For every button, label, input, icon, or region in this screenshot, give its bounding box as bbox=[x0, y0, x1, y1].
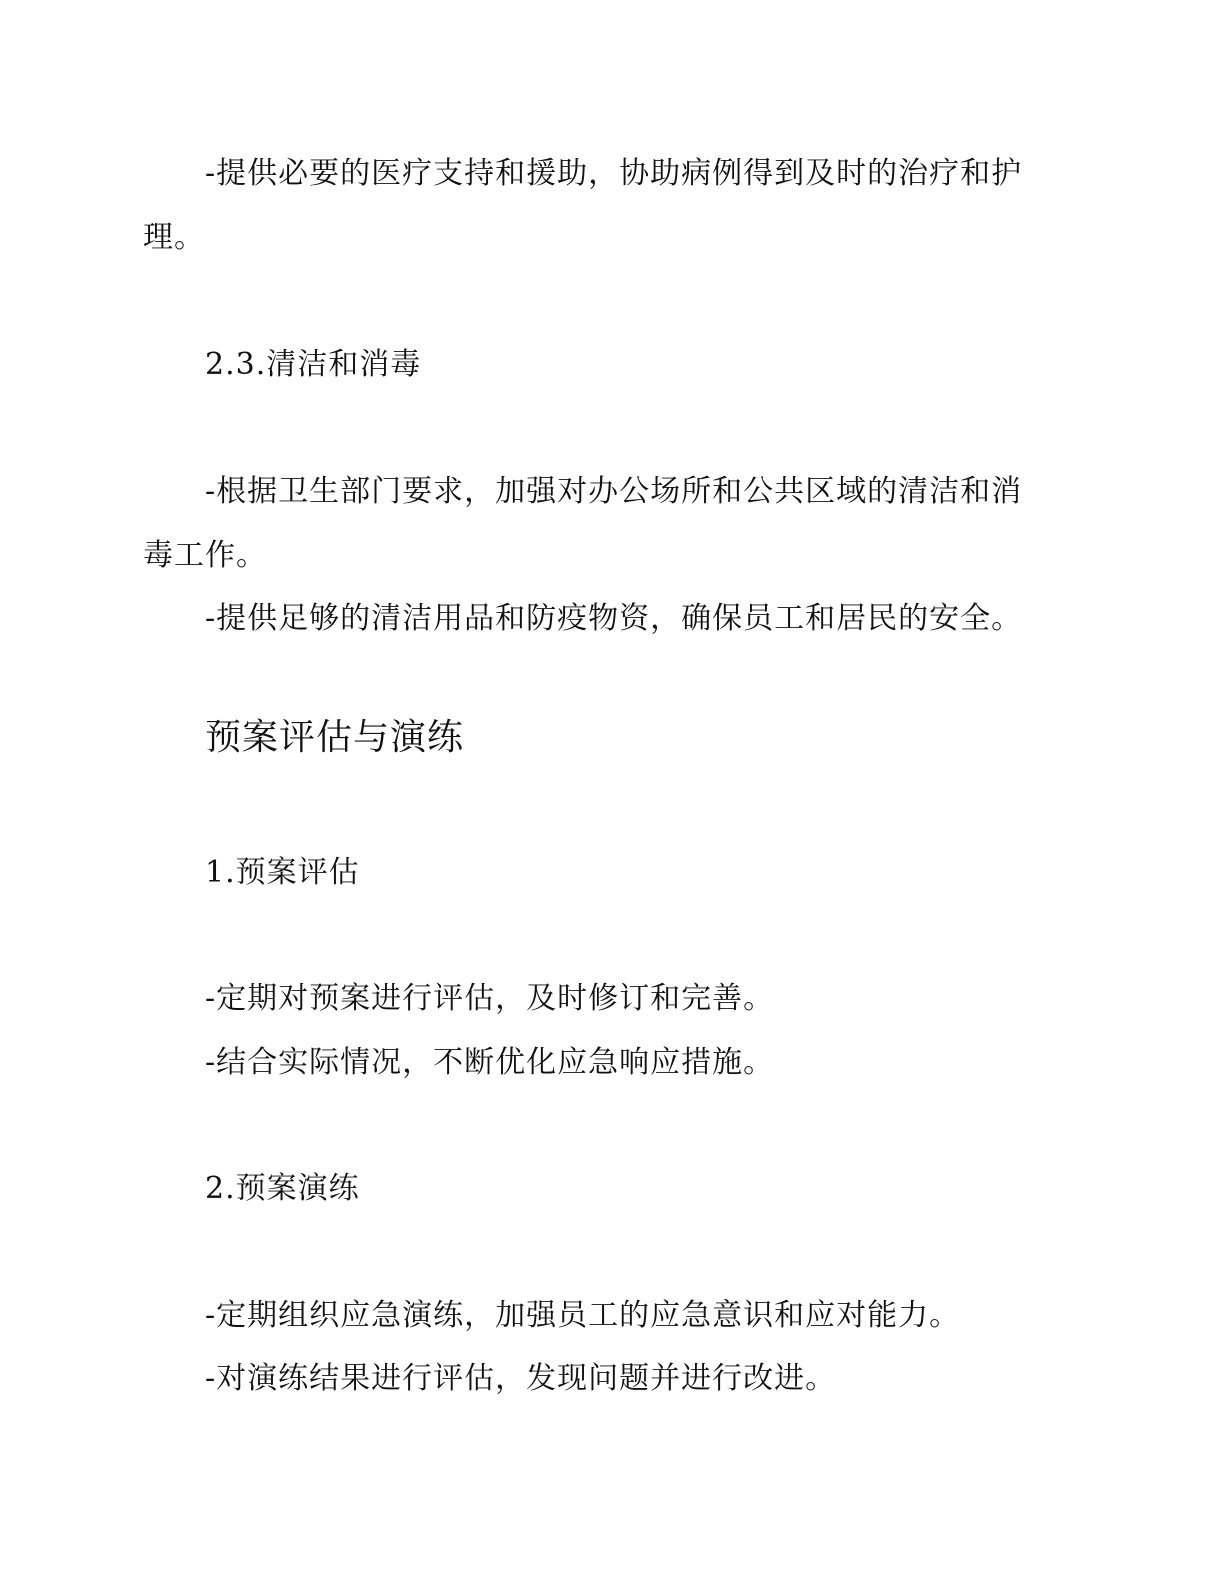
paragraph-evaluation-2: -结合实际情况，不断优化应急响应措施。 bbox=[205, 1045, 775, 1080]
subsection-title-drill: 2.预案演练 bbox=[205, 1171, 360, 1206]
paragraph-drill-1: -定期组织应急演练，加强员工的应急意识和应对能力。 bbox=[205, 1298, 961, 1333]
subsection-title-evaluation: 1.预案评估 bbox=[205, 855, 360, 890]
paragraph-cleaning-line2: 毒工作。 bbox=[143, 538, 267, 573]
paragraph-evaluation-1: -定期对预案进行评估，及时修订和完善。 bbox=[205, 981, 775, 1016]
paragraph-medical-support-line2: 理。 bbox=[143, 220, 205, 255]
paragraph-cleaning-line1: -根据卫生部门要求，加强对办公场所和公共区域的清洁和消 bbox=[205, 474, 1023, 509]
paragraph-medical-support-line1: -提供必要的医疗支持和援助，协助病例得到及时的治疗和护 bbox=[205, 156, 1023, 191]
subsection-title-cleaning: 2.3.清洁和消毒 bbox=[205, 347, 422, 382]
section-heading: 预案评估与演练 bbox=[205, 717, 465, 758]
paragraph-drill-2: -对演练结果进行评估，发现问题并进行改进。 bbox=[205, 1361, 837, 1396]
paragraph-supplies: -提供足够的清洁用品和防疫物资，确保员工和居民的安全。 bbox=[205, 601, 1023, 636]
